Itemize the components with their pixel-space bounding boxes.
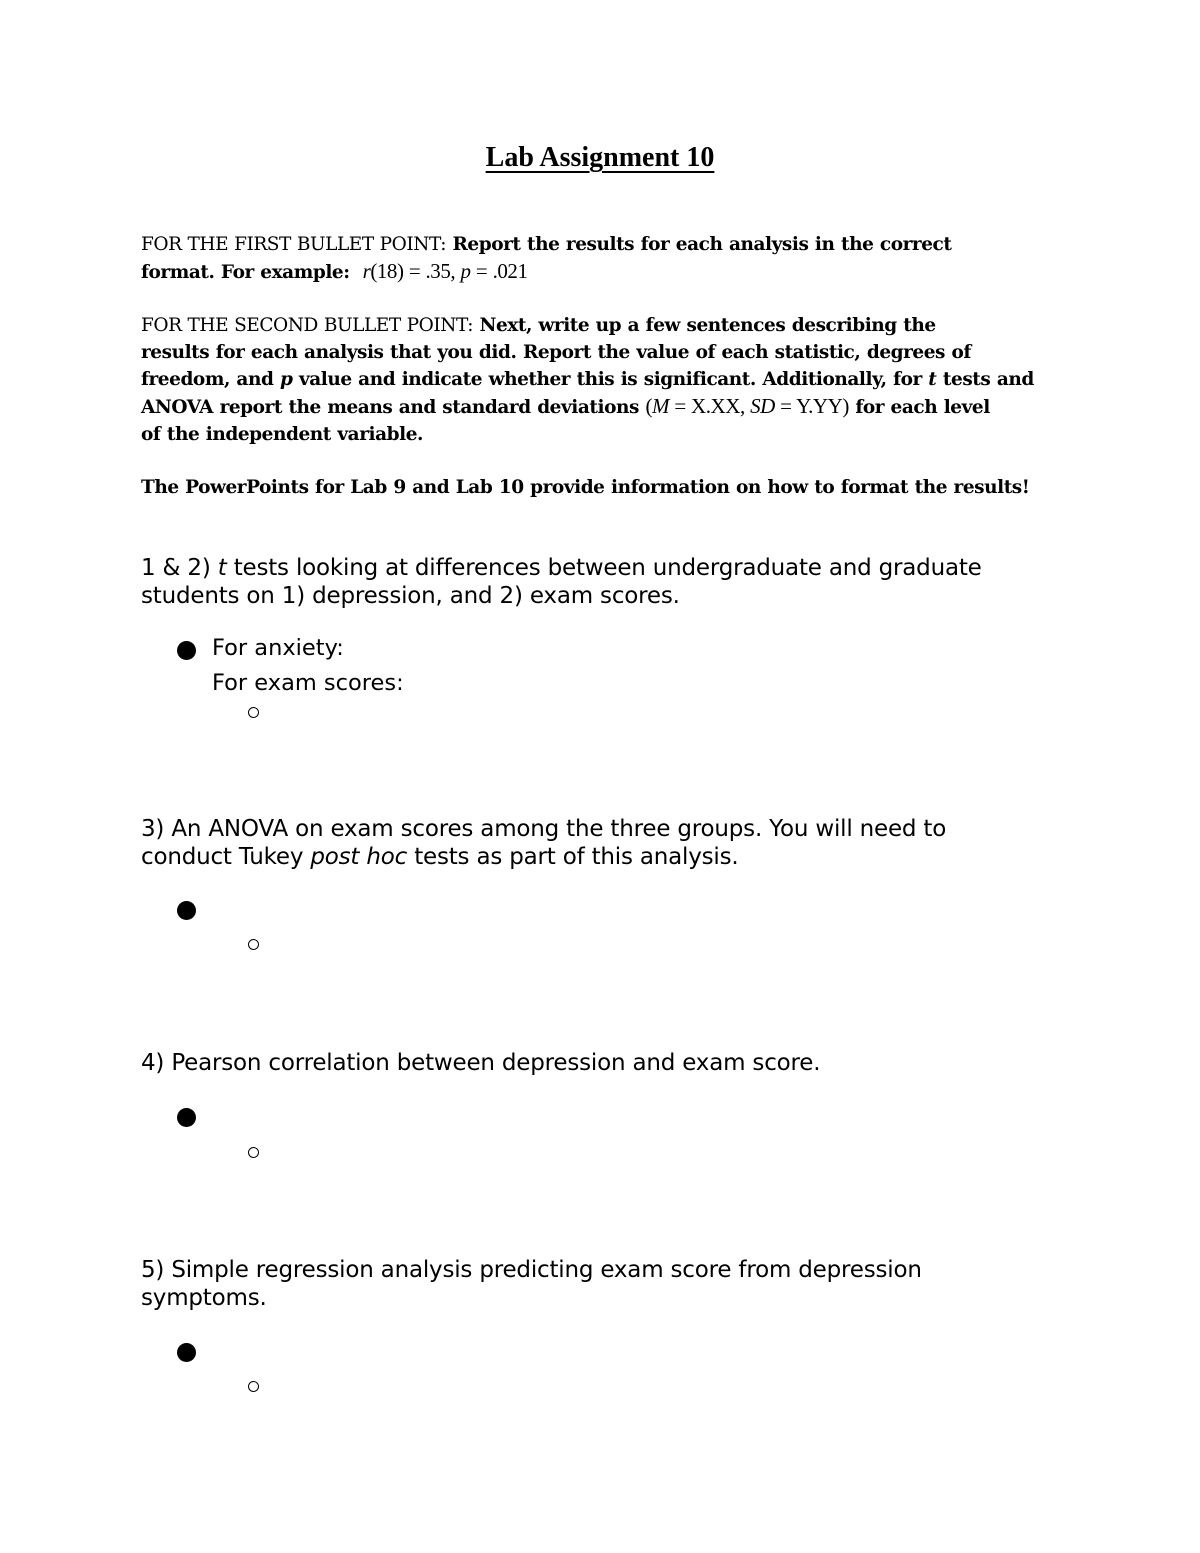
second-instructions-lead: FOR THE SECOND BULLET POINT: (141, 315, 473, 336)
question-1-2-prefix: 1 & 2) (141, 555, 211, 581)
question-1-2-line-2: students on 1) depression, and 2) exam scores. (141, 583, 680, 609)
bullet-exam-scores: For exam scores: (212, 670, 404, 696)
powerpoints-note: The PowerPoints for Lab 9 and Lab 10 provide information on how to format the results! (141, 477, 1030, 498)
sub-bullet-icon (248, 1147, 259, 1158)
bullet-icon (177, 641, 196, 660)
math-M: M (652, 394, 670, 418)
second-instructions-line-1 (141, 312, 1041, 339)
example-r: r (362, 259, 371, 283)
question-4-line-1: 4) Pearson correlation between depression and exam score. (141, 1050, 821, 1076)
line4-b: for each level (855, 397, 990, 418)
question-3-line-2-b: tests as part of this analysis. (414, 844, 739, 870)
question-4 (141, 1049, 1041, 1077)
sub-bullet-icon (248, 939, 259, 950)
question-3-line-1: 3) An ANOVA on exam scores among the three groups. You will need to (141, 816, 947, 842)
line3-t: t (928, 369, 937, 390)
line3-a: freedom, and (141, 369, 274, 390)
line3-c: tests and (942, 369, 1034, 390)
bullet-icon (177, 1343, 196, 1362)
example-eq2: = .021 (470, 259, 528, 283)
question-1-2 (141, 554, 1041, 610)
first-instructions-line-2 (141, 258, 1041, 286)
first-bullet-instructions (141, 231, 1041, 286)
second-instructions-line-3 (141, 366, 1041, 393)
math-SD: SD (750, 394, 775, 418)
first-instructions-lead: FOR THE FIRST BULLET POINT: (141, 234, 446, 255)
question-1-2-t: t (217, 555, 227, 581)
question-3 (141, 815, 1041, 871)
bullet-icon (177, 1108, 196, 1127)
bullet-anxiety: For anxiety: (212, 635, 344, 661)
question-3-line-2-a: conduct Tukey (141, 844, 304, 870)
question-3-line-2 (141, 843, 1041, 871)
math-mid: = X.XX, (669, 394, 751, 418)
first-instructions-example-label: format. For example: (141, 262, 350, 283)
line4-a: ANOVA report the means and standard deviations (141, 397, 639, 418)
first-instructions-text: Report the results for each analysis in the correct (452, 234, 952, 255)
second-instructions-line-5: of the independent variable. (141, 424, 424, 445)
sub-bullet-icon (248, 1381, 259, 1392)
example-eq1: = .35, (403, 259, 461, 283)
question-5 (141, 1256, 1041, 1312)
example-p: p (460, 259, 471, 283)
math-open: ( (645, 394, 652, 418)
second-instructions-line-4 (141, 393, 1041, 421)
means-sd-formula (645, 394, 848, 418)
question-1-2-line-1 (141, 554, 1041, 582)
first-instructions-line-1 (141, 231, 1041, 258)
second-bullet-instructions (141, 312, 1041, 448)
math-end: = Y.YY) (774, 394, 849, 418)
line3-p: p (279, 369, 293, 390)
question-3-post-hoc: post hoc (310, 844, 408, 870)
example-formula (363, 259, 528, 283)
line3-b: value and indicate whether this is significant. Additionally, for (298, 369, 922, 390)
sub-bullet-icon (248, 707, 259, 718)
question-5-line-2: symptoms. (141, 1285, 267, 1311)
second-instructions-line-2: results for each analysis that you did. Report the value of each statistic, degrees of (141, 342, 971, 363)
bullet-icon (177, 901, 196, 920)
example-df: (18) (370, 259, 404, 283)
second-instructions-line-1-text: Next, write up a few sentences describing the (479, 315, 936, 336)
question-1-2-line-1-rest: tests looking at differences between undergraduate and graduate (233, 555, 982, 581)
page-title: Lab Assignment 10 (485, 142, 715, 173)
question-5-line-1: 5) Simple regression analysis predicting exam score from depression (141, 1257, 922, 1283)
